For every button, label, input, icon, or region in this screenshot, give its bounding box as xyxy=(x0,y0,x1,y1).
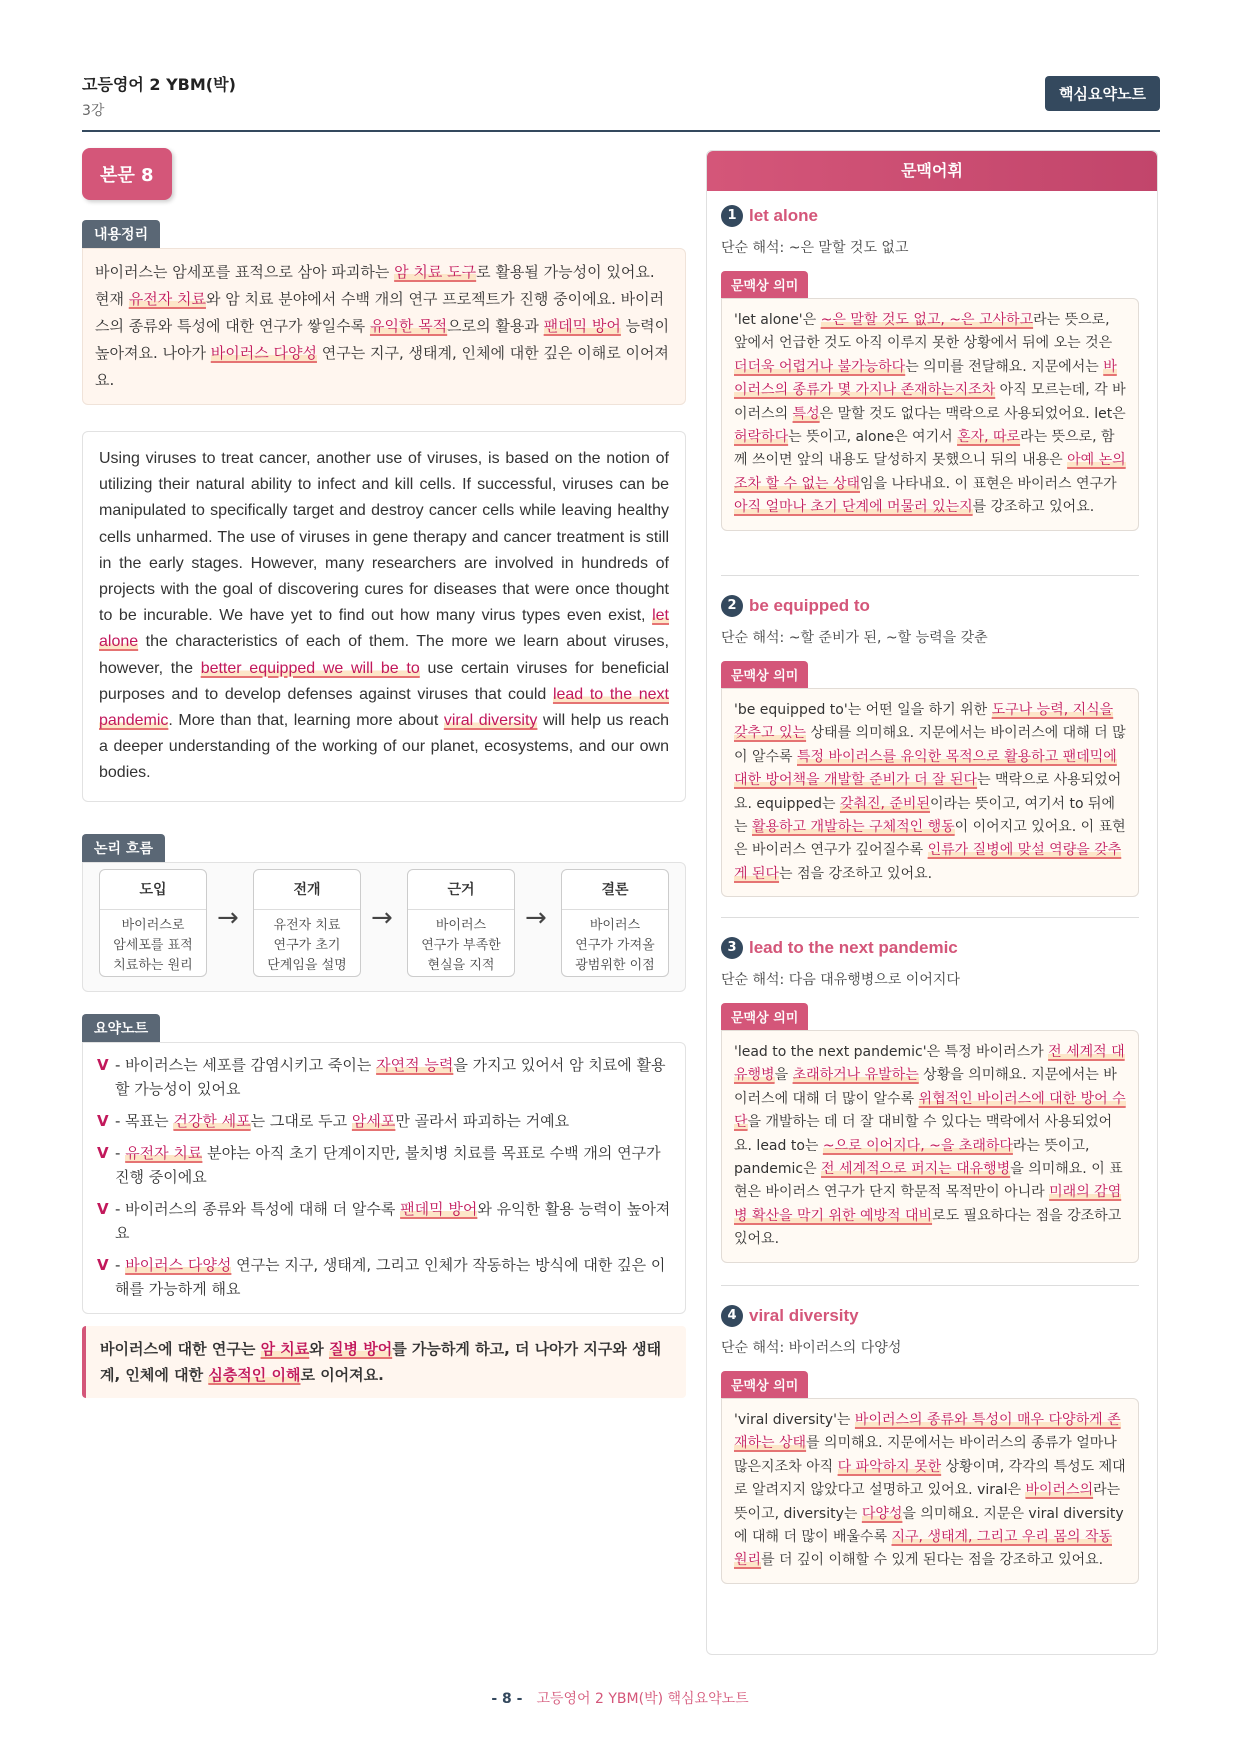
context-meaning-tag: 문맥상 의미 xyxy=(721,271,808,298)
key-phrase: let alone xyxy=(99,607,669,651)
document-title: 고등영어 2 YBM(박) xyxy=(82,75,236,94)
text-segment: 'let alone'은 xyxy=(734,312,821,328)
highlight-term: 허락하다 xyxy=(734,429,789,446)
text-segment: 아직 모르는데, 각 바이러스의 xyxy=(734,382,1126,422)
highlight-term: 특성 xyxy=(792,405,820,422)
vocab-number-badge: 2 xyxy=(721,595,743,617)
section-label: 본문 8 xyxy=(82,148,172,200)
text-segment: 로도 필요하다는 점을 강조하고 있어요. xyxy=(734,1207,1122,1248)
divider xyxy=(721,1285,1139,1286)
text-segment: 을 의미해요. 이 표현은 바이러스 연구가 단지 학문적 목적만이 아니라 xyxy=(734,1161,1123,1201)
list-item: V - 바이러스 다양성 연구는 지구, 생태계, 그리고 인체가 작동하는 방식에 대한 깊은 이해를 가능하게 해요 xyxy=(97,1253,671,1301)
highlight-term: 바이러스의 종류가 몇 가지나 존재하는지조차 xyxy=(734,358,1117,399)
page-number: - 8 - xyxy=(491,1691,523,1707)
vocab-number-badge: 3 xyxy=(721,937,743,959)
highlight-term: 아직 얼마나 초기 단계에 머물러 있는지 xyxy=(734,499,973,516)
context-meaning-text xyxy=(721,1398,1139,1584)
logic-flow-diagram xyxy=(82,862,686,992)
highlight-term: 바이러스의 xyxy=(1025,1482,1094,1499)
text-segment: 'lead to the next pandemic'은 특정 바이러스가 xyxy=(734,1044,1049,1060)
vocab-item xyxy=(721,1305,1139,1584)
flow-card-intro: 도입 바이러스로 암세포를 표적 치료하는 원리 xyxy=(99,869,207,977)
right-arrow-icon: → xyxy=(217,902,239,933)
check-mark-icon: V xyxy=(97,1143,109,1162)
highlight-term: 더더욱 어렵거나 불가능하다 xyxy=(734,358,906,375)
vocab-word: be equipped to xyxy=(749,596,870,615)
text-segment: 를 더 깊이 이해할 수 있게 된다는 점을 강조하고 있어요. xyxy=(761,1552,1104,1569)
vocab-item xyxy=(721,205,1139,531)
list-item: V - 바이러스는 세포를 감염시키고 죽이는 자연적 능력을 가지고 있어서 암 치료에 활용할 가능성이 있어요 xyxy=(97,1053,671,1101)
context-meaning-text xyxy=(721,298,1139,531)
highlight-term: 다 파악하지 못한 xyxy=(837,1458,942,1475)
summary-notes-list xyxy=(82,1042,686,1314)
vocab-heading xyxy=(721,205,1139,227)
check-mark-icon: V xyxy=(97,1199,109,1218)
highlight-term: ~은 말할 것도 없고, ~은 고사하고 xyxy=(820,312,1034,328)
logic-flow-tag: 논리 흐름 xyxy=(82,834,165,862)
text-segment: 라는 뜻이고, pandemic은 xyxy=(734,1137,1090,1178)
highlight-term: 아예 논의조차 할 수 없는 상태 xyxy=(734,452,1126,492)
highlight-term: 위협적인 바이러스에 대한 방어 수단 xyxy=(734,1090,1126,1131)
highlight-term: 전 세계적으로 퍼지는 대유행병 xyxy=(821,1161,1011,1178)
main-content-column xyxy=(82,148,686,1398)
page-header xyxy=(82,70,1160,132)
text-segment: 을 의미해요. 지문은 viral diversity에 대해 더 많이 배울수록 xyxy=(734,1505,1124,1546)
highlight-term: ~으로 이어지다, ~을 초래하다 xyxy=(822,1137,1013,1154)
text-segment: 는 의미를 전달해요. 지문에서는 xyxy=(905,358,1104,375)
highlight-term: 지구, 생태계, 그리고 우리 몸의 작동 원리 xyxy=(734,1529,1112,1569)
text-segment: 상황을 의미해요. 지문에서는 바이러스에 대해 더 많이 알수록 xyxy=(734,1067,1117,1107)
highlight-term: 인류가 질병에 맞설 역량을 갖추게 된다 xyxy=(734,842,1122,882)
page-footer xyxy=(0,1688,1240,1708)
simple-translation: 단순 해석: 바이러스의 다양성 xyxy=(721,1340,902,1356)
context-meaning-tag: 문맥상 의미 xyxy=(721,1003,808,1030)
check-mark-icon: V xyxy=(97,1055,109,1074)
check-mark-icon: V xyxy=(97,1255,109,1274)
text-segment: 이라는 뜻이고, 여기서 to 뒤에는 xyxy=(734,795,1116,836)
text-segment: 를 강조하고 있어요. xyxy=(972,499,1095,516)
highlight-term: 유익한 목적 xyxy=(369,317,448,335)
highlight-term: 혼자, 따로 xyxy=(957,429,1021,446)
highlight-term: 갖춰진, 준비된 xyxy=(839,795,930,812)
text-segment: 을 개발하는 데 더 잘 대비할 수 있다는 맥락에서 사용되었어요. lead to는 xyxy=(734,1114,1113,1154)
right-arrow-icon: → xyxy=(371,902,393,933)
document-type-badge: 핵심요약노트 xyxy=(1045,76,1160,111)
list-item: V - 바이러스의 종류와 특성에 대해 더 알수록 팬데믹 방어와 유익한 활용 능력이 높아져요 xyxy=(97,1197,671,1245)
vocab-word: let alone xyxy=(749,206,818,225)
vocabulary-header: 문맥어휘 xyxy=(707,151,1157,191)
vocab-item xyxy=(721,595,1139,897)
check-mark-icon: V xyxy=(97,1111,109,1130)
text-segment: 'viral diversity'는 xyxy=(734,1412,855,1428)
highlight-term: 특정 바이러스를 유익한 목적으로 활용하고 팬데믹에 대한 방어책을 개발할 준비가 더 잘 된다 xyxy=(734,748,1117,789)
list-item: V - 유전자 치료 분야는 아직 초기 단계이지만, 불치병 치료를 목표로 수백 개의 연구가 진행 중이에요 xyxy=(97,1141,671,1189)
text-segment: 라는 뜻으로, 앞에서 언급한 것도 아직 이루지 못한 상황에서 뒤에 오는 것은 xyxy=(734,312,1113,352)
divider xyxy=(721,917,1139,918)
text-segment: 을 xyxy=(774,1067,793,1084)
text-segment: 라는 뜻으로, 함께 쓰이면 앞의 내용도 달성하지 못했으니 뒤의 내용은 xyxy=(734,429,1115,469)
highlight-term: 바이러스의 종류와 특성이 매우 다양하게 존재하는 상태 xyxy=(734,1412,1121,1452)
lesson-number: 3강 xyxy=(82,103,105,119)
simple-translation: 단순 해석: ~할 준비가 된, ~할 능력을 갖춘 xyxy=(721,630,988,646)
highlight-term: 다양성 xyxy=(861,1505,903,1522)
text-segment: 는 뜻이고, alone은 여기서 xyxy=(788,429,958,446)
key-phrase: lead to the next pandemic xyxy=(99,685,669,730)
vocab-heading xyxy=(721,937,1139,959)
vocab-heading xyxy=(721,1305,1139,1327)
flow-card-evidence: 근거 바이러스 연구가 부족한 현실을 지적 xyxy=(407,869,515,977)
content-summary-text: 바이러스는 암세포를 표적으로 삼아 파괴하는 암 치료 도구로 활용될 가능성이 있어요. 현재 유전자 치료와 암 치료 분야에서 수백 개의 연구 프로젝트가 진행 중이에요. 바이러스의 종류와 특성에 대한 연구가 쌓일수록 유익한 목적으로의 활용과 팬데믹 방어 능력이 높아져요. 나아가 바이러스 다양성 연구는 지구, 생태계, 인체에 대한 깊은 이해로 이어져요. xyxy=(82,248,686,405)
conclusion-box: 바이러스에 대한 연구는 암 치료와 질병 방어를 가능하게 하고, 더 나아가 지구와 생태계, 인체에 대한 심층적인 이해로 이어져요. xyxy=(82,1326,686,1398)
text-segment: 임을 나타내요. 이 표현은 바이러스 연구가 xyxy=(860,475,1117,492)
english-passage: Using viruses to treat cancer, another use of viruses, is based on the notion of utilizing their natural ability to infect and kill cells. If successful, viruses can be manipulated to specifically target and destroy cancer cells while leaving healthy cells unharmed. The use of viruses in gene therapy and cancer treatment is still in the early stages. However, many researchers are involved in hundreds of projects with the goal of discovering cures for diseases that were once thought to be incurable. We have yet to find out how many virus types even exist, let alone the characteristics of each of them. The more we learn about viruses, however, the better equipped we will be to use certain viruses for beneficial purposes and to develop defenses against viruses that could lead to the next pandemic. More than that, learning more about viral diversity will help us reach a deeper understanding of the working of our planet, ecosystems, and our own bodies. xyxy=(82,431,686,802)
key-phrase: viral diversity xyxy=(443,712,538,730)
highlight-term: 전 세계적 대유행병 xyxy=(734,1044,1125,1084)
text-segment: 'be equipped to'는 어떤 일을 하기 위한 xyxy=(734,702,992,718)
list-item: V - 목표는 건강한 세포는 그대로 두고 암세포만 골라서 파괴하는 거예요 xyxy=(97,1109,671,1133)
highlight-term: 팬데믹 방어 xyxy=(543,317,621,335)
highlight-term: 유전자 치료 xyxy=(128,290,206,308)
flow-card-conclusion: 결론 바이러스 연구가 가져올 광범위한 이점 xyxy=(561,869,669,977)
context-meaning-text xyxy=(721,688,1139,897)
text-segment: 은 말할 것도 없다는 맥락으로 사용되었어요. let은 xyxy=(819,405,1126,422)
vocab-word: viral diversity xyxy=(749,1306,859,1325)
flow-card-development: 전개 유전자 치료 연구가 초기 단계임을 설명 xyxy=(253,869,361,977)
vocab-number-badge: 4 xyxy=(721,1305,743,1327)
vocab-number-badge: 1 xyxy=(721,205,743,227)
highlight-term: 암 치료 도구 xyxy=(394,263,477,281)
vocabulary-panel xyxy=(706,150,1158,1655)
key-phrase: better equipped we will be to xyxy=(200,659,420,677)
text-segment: 라는 뜻이고, diversity는 xyxy=(734,1482,1121,1522)
summary-notes-tag: 요약노트 xyxy=(82,1014,160,1042)
summary-notes-section xyxy=(82,1014,686,1314)
divider xyxy=(721,575,1139,576)
vocab-heading xyxy=(721,595,1139,617)
context-meaning-text xyxy=(721,1030,1139,1263)
simple-translation: 단순 해석: 다음 대유행병으로 이어지다 xyxy=(721,972,960,988)
context-meaning-tag: 문맥상 의미 xyxy=(721,661,808,688)
text-segment: 는 맥락으로 사용되었어요. equipped는 xyxy=(734,772,1122,812)
text-segment: 는 점을 강조하고 있어요. xyxy=(779,865,933,882)
text-segment: 이 이어지고 있어요. 이 표현은 바이러스 연구가 깊어질수록 xyxy=(734,819,1126,859)
content-summary-section xyxy=(82,220,686,405)
highlight-term: 미래의 감염병 확산을 막기 위한 예방적 대비 xyxy=(734,1184,1122,1224)
right-arrow-icon: → xyxy=(525,902,547,933)
vocab-word: lead to the next pandemic xyxy=(749,938,958,957)
context-meaning-tag: 문맥상 의미 xyxy=(721,1371,808,1398)
highlight-term: 초래하거나 유발하는 xyxy=(792,1067,919,1084)
content-summary-tag: 내용정리 xyxy=(82,220,160,248)
simple-translation: 단순 해석: ~은 말할 것도 없고 xyxy=(721,240,909,256)
logic-flow-section xyxy=(82,834,686,992)
text-segment: 상황이며, 각각의 특성도 제대로 알려지지 않았다고 설명하고 있어요. viral은 xyxy=(734,1458,1126,1499)
footer-title: 고등영어 2 YBM(박) 핵심요약노트 xyxy=(536,1691,749,1707)
text-segment: 상태를 의미해요. 지문에서는 바이러스에 대해 더 많이 알수록 xyxy=(734,725,1126,765)
highlight-term: 도구나 능력, 지식을 갖추고 있는 xyxy=(734,702,1114,742)
vocab-item xyxy=(721,937,1139,1263)
highlight-term: 바이러스 다양성 xyxy=(210,344,317,362)
highlight-term: 활용하고 개발하는 구체적인 행동 xyxy=(751,819,955,836)
text-segment: 를 의미해요. 지문에서는 바이러스의 종류가 얼마나 많은지조차 아직 xyxy=(734,1435,1117,1475)
